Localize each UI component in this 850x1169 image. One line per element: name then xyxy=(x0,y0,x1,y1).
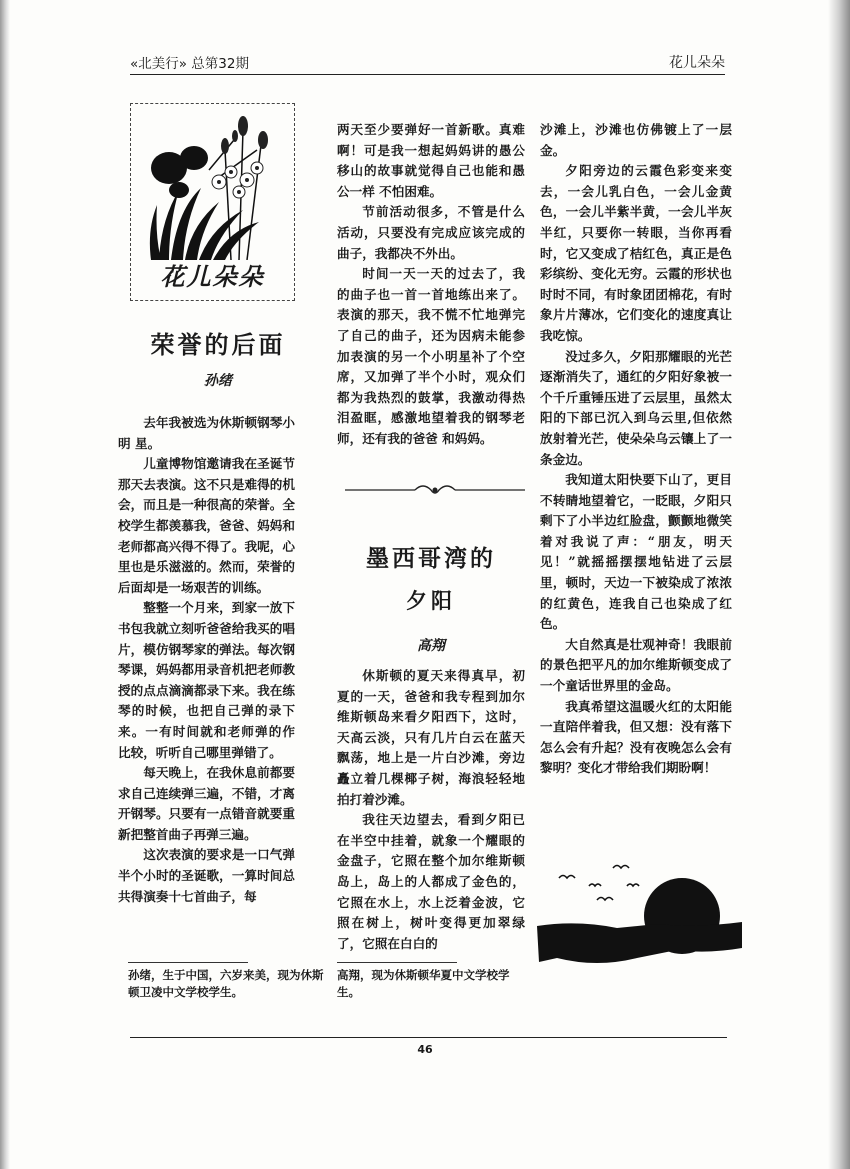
paragraph: 节前活动很多，不管是什么活动，只要没有完成应该完成的曲子，我都决不外出。 xyxy=(337,204,525,261)
page-header xyxy=(130,50,725,76)
sunset-birds-illustration-icon xyxy=(537,858,747,973)
footnote-rule xyxy=(337,962,457,963)
paragraph: 两天至少要弹好一首新歌。真难啊！可是我一想起妈妈讲的愚公移山的故事就觉得自己也能和愚公一样 不怕困难。 xyxy=(337,122,525,199)
footnote-text: 高翔，现为休斯顿华夏中文学校学生。 xyxy=(337,968,510,999)
article2-column2 xyxy=(337,666,525,954)
paragraph: 去年我被选为休斯顿钢琴小明 星。 xyxy=(118,415,295,451)
paragraph: 大自然真是壮观神奇！我眼前的景色把平凡的加尔维斯顿变成了一个童话世界里的金岛。 xyxy=(540,636,732,694)
paragraph: 时间一天一天的过去了，我的曲子也一首一首地练出来了。表演的那天，我不慌不忙地弹完了自己的曲子，还为因病未能参加表演的另一个小明星补了个空席，又加弹了半个小时，观众们都为我热烈的鼓掌，我激动得热泪盈眶，感激地望着我的钢琴老师，还有我的爸爸 和妈妈。 xyxy=(337,266,525,446)
paragraph: 我往天边望去，看到夕阳已在半空中挂着，就象一个耀眼的金盘子，它照在整个加尔维斯顿岛上，岛上的人都成了金色的，它照在水上，水上泛着金波，它照在树上，树叶变得更加翠绿了，它照在白白的 xyxy=(337,812,525,951)
footnote-text: 孙绪，生于中国，六岁来美，现为休斯顿卫凌中文学校学生。 xyxy=(128,968,324,999)
paragraph: 沙滩上，沙滩也仿佛镀上了一层金。 xyxy=(540,122,732,158)
magazine-issue: «北美行» 总第32期 xyxy=(130,56,249,72)
article2-title-line1: 墨西哥湾的 xyxy=(366,545,496,572)
footer-rule xyxy=(130,1037,727,1038)
article1-column2 xyxy=(337,120,525,450)
article2-author: 高翔 xyxy=(417,638,445,654)
page-number: 46 xyxy=(417,1043,433,1056)
ornament-divider xyxy=(345,480,525,500)
flowers-illustration-icon xyxy=(139,110,287,260)
paragraph: 整整一个月来，到家一放下书包我就立刻听爸爸给我买的唱片，模仿钢琴家的弹法。每次钢琴课，妈妈都用录音机把老师教授的点点滴滴都录下来。我在练琴的时候，也把自己弹的录下来。一有时间就和老师弹的作 比较，听听自己哪里弹错了。 xyxy=(118,600,295,760)
paragraph: 休斯顿的夏天来得真早，初夏的一天，爸爸和我专程到加尔维斯顿岛来看夕阳西下，这时，天高云淡，只有几片白云在蓝天飘荡，地上是一片白沙滩，旁边矗立着几棵椰子树，海浪轻轻地 拍打着沙滩。 xyxy=(337,668,525,807)
footnote-rule xyxy=(128,962,248,963)
paragraph: 没过多久，夕阳那耀眼的光芒逐渐消失了，通红的夕阳好象被一个千斤重锤压进了云层里，虽然太阳的下部已沉入到乌云里,但依然放射着光芒，使朵朵乌云镶上了一条金边。 xyxy=(540,348,732,467)
section-logo-title: 花儿朵朵 xyxy=(160,262,265,291)
article2-column3 xyxy=(540,120,732,779)
paragraph: 我真希望这温暖火红的太阳能一直陪伴着我，但又想：没有落下怎么会有升起？没有夜晚怎么会有黎明？变化才带给我们期盼啊！ xyxy=(540,698,732,776)
article2-footnote xyxy=(337,962,527,1001)
paragraph: 夕阳旁边的云霞色彩变来变去，一会儿乳白色，一会儿金黄色，一会儿半紫半黄，一会儿半灰半红，只要你一转眼，当你再看时，它又变成了桔红色，真正是色彩缤纷、变化无穷。云霞的形状也时时不同，有时象团团棉花，有时象片片薄冰，它们变化的速度真让我吃惊。 xyxy=(540,163,732,343)
article1-title: 荣誉的后面 xyxy=(150,330,286,359)
section-name: 花儿朵朵 xyxy=(669,55,725,71)
article1-author: 孙绪 xyxy=(204,373,232,389)
section-logo xyxy=(130,103,295,301)
article1-column1 xyxy=(118,413,295,907)
article2-title-line2: 夕阳 xyxy=(406,588,456,613)
paragraph: 每天晚上，在我休息前都要求自己连续弹三遍，不错，才离开钢琴。只要有一点错音就要重新把整首曲子再弹三遍。 xyxy=(118,765,295,842)
paragraph: 我知道太阳快要下山了，更目不转睛地望着它，一眨眼，夕阳只剩下了小半边红脸盘，颤颤地微笑着对我说了声：“朋友，明天见！”就摇摇摆摆地钻进了云层里，顿时，天边一下被染成了浓浓的红黄色，连我自己也染成了红色。 xyxy=(540,472,732,632)
scan-edge-left xyxy=(0,0,10,1169)
paragraph: 儿童博物馆邀请我在圣诞节那天去表演。这不只是难得的机会，而且是一种很高的荣誉。全校学生都羡慕我，爸爸、妈妈和老师都高兴得不得了。我呢，心里也是乐滋滋的。然而，荣誉的后面却是一场艰苦的训练。 xyxy=(118,456,295,595)
article1-footnote xyxy=(128,962,328,1001)
header-rule xyxy=(130,74,725,75)
paragraph: 这次表演的要求是一口气弹半个小时的圣诞歌，一算时间总共得演奏十七首曲子，每 xyxy=(118,847,295,904)
scan-edge-right xyxy=(828,0,850,1169)
